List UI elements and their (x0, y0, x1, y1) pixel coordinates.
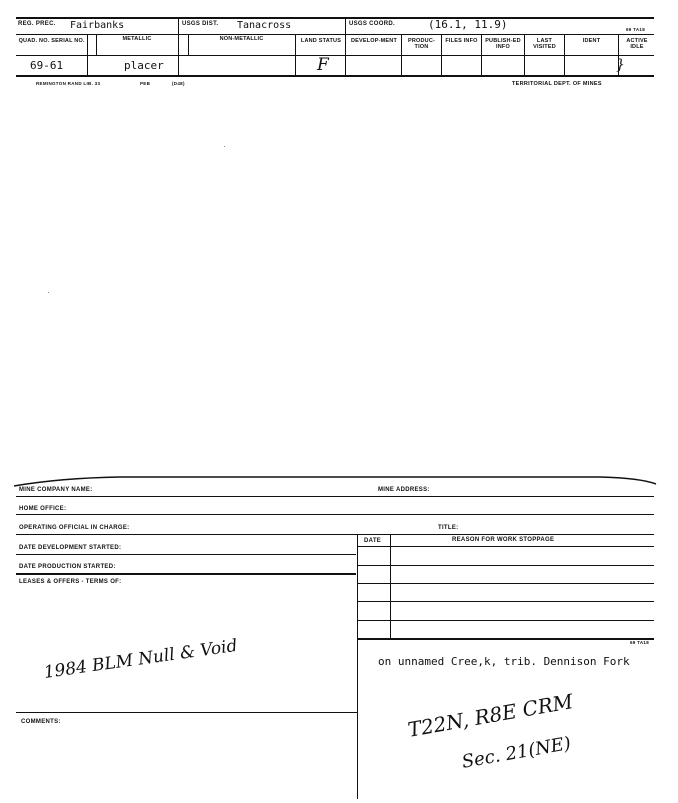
speck (224, 146, 225, 147)
operating-official-label: OPERATING OFFICIAL IN CHARGE: (19, 525, 130, 531)
usgs-coord-value: (16.1, 11.9) (428, 18, 508, 31)
speck (48, 292, 49, 293)
form-number: 69 TA18 (626, 27, 646, 32)
title-label: TITLE: (438, 525, 459, 531)
footer-mid1: PEB (140, 81, 151, 86)
row-active-idle-mark: } (616, 57, 625, 73)
usgs-dist-value: Tanacross (237, 20, 292, 31)
card-top-curve (0, 470, 678, 490)
handwritten-township-note: T22N, R8E CRM (405, 689, 575, 742)
col-last-visited: LAST VISITED (533, 38, 556, 50)
col-ident: IDENT (582, 38, 601, 44)
date-column-header: DATE (364, 538, 382, 544)
reg-prec-label: REG. PREC. (18, 21, 56, 27)
footer-mid2: (D48) (172, 81, 185, 86)
col-production: PRODUC-TION (407, 38, 436, 50)
reason-column-header: REASON FOR WORK STOPPAGE (452, 537, 555, 543)
form-number-lower: 69 TA18 (630, 640, 650, 645)
footer-right: TERRITORIAL DEPT. OF MINES (512, 81, 602, 87)
col-non-metallic: NON-METALLIC (219, 36, 264, 42)
col-files-info: FILES INFO (445, 38, 478, 44)
handwritten-blm-note: 1984 BLM Null & Void (42, 635, 239, 683)
col-metallic: METALLIC (122, 36, 152, 42)
usgs-dist-label: USGS DIST. (182, 21, 219, 27)
comments-label: COMMENTS: (21, 719, 61, 725)
col-land-status: LAND STATUS (300, 38, 342, 44)
home-office-label: HOME OFFICE: (19, 506, 67, 512)
col-published-info: PUBLISH-ED INFO (485, 38, 521, 50)
row-quad-serial: 69-61 (30, 59, 64, 72)
usgs-coord-label: USGS COORD. (349, 21, 395, 27)
date-production-started-label: DATE PRODUCTION STARTED: (19, 564, 116, 570)
leases-offers-label: LEASES & OFFERS - TERMS OF: (19, 579, 122, 585)
mine-address-label: MINE ADDRESS: (378, 487, 430, 493)
footer-left: REMINGTON RAND LIB. 33 (36, 81, 101, 86)
row-land-status-mark: F (317, 55, 329, 75)
col-development: DEVELOP-MENT (350, 38, 398, 44)
handwritten-section-note: Sec. 21(NE) (460, 732, 573, 773)
mine-company-name-label: MINE COMPANY NAME: (19, 487, 93, 493)
col-active-idle: ACTIVE IDLE (626, 38, 648, 50)
reg-prec-value: Fairbanks (70, 20, 125, 31)
col-serial-no: SERIAL NO. (51, 38, 85, 44)
col-quad-no: QUAD. NO. (18, 38, 50, 44)
typed-location-note: on unnamed Cree,k, trib. Dennison Fork (378, 655, 630, 668)
row-metallic: placer (124, 59, 164, 72)
date-development-started-label: DATE DEVELOPMENT STARTED: (19, 545, 122, 551)
